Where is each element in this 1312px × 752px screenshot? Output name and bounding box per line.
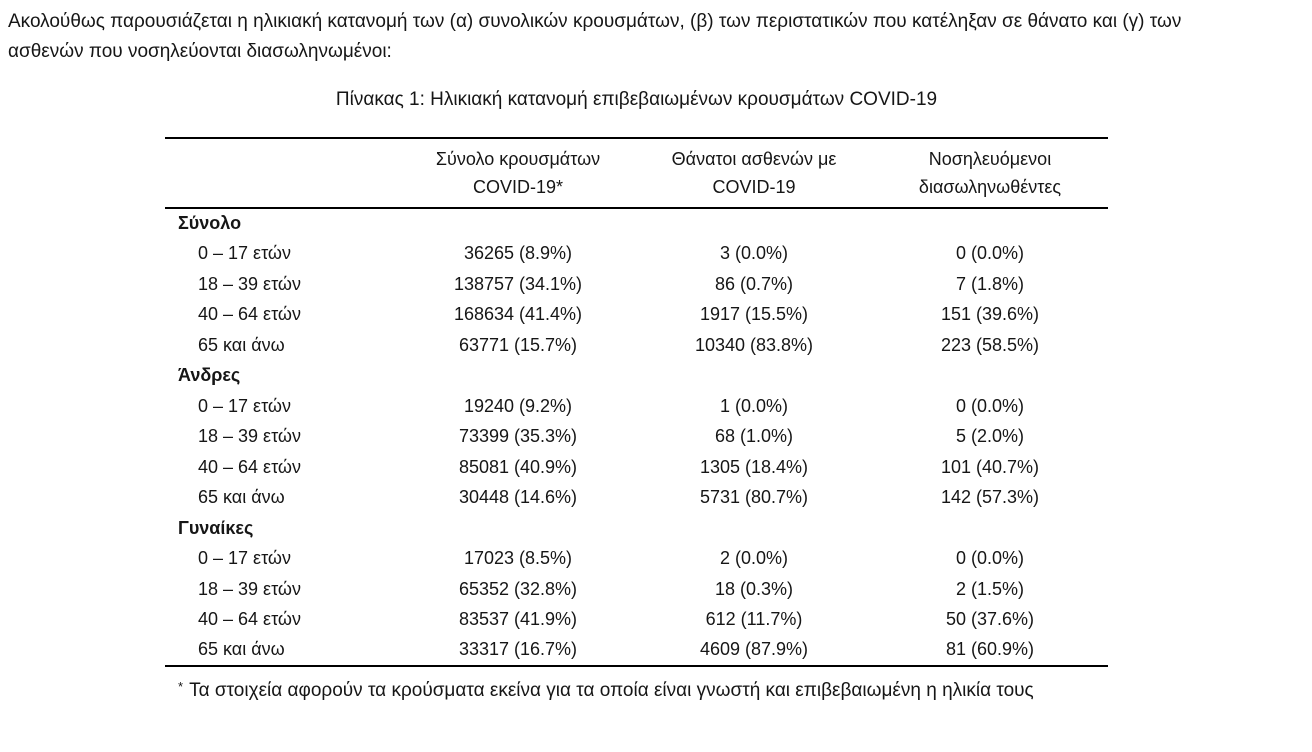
column-header-line: COVID-19*: [472, 177, 564, 197]
age-group-label: 0 – 17 ετών: [198, 243, 291, 264]
section-header-row: [165, 208, 1108, 239]
value-cell: 63771 (15.7%): [458, 334, 578, 355]
value-cell: 73399 (35.3%): [458, 426, 578, 447]
value-cell: 0 (0.0%): [955, 548, 1025, 569]
section-header-label: Σύνολο: [178, 213, 242, 234]
value-cell: 168634 (41.4%): [453, 304, 583, 325]
footnote-asterisk: *: [178, 679, 184, 694]
covid19-age-distribution-table: [165, 137, 1108, 667]
value-cell: 81 (60.9%): [945, 639, 1035, 660]
value-cell: 83537 (41.9%): [458, 609, 578, 630]
value-cell: 0 (0.0%): [955, 243, 1025, 264]
age-group-label: 0 – 17 ετών: [198, 395, 291, 416]
column-header-1: [400, 138, 636, 208]
table-row: [165, 330, 1108, 361]
age-group-label: 65 και άνω: [198, 487, 285, 508]
intro-paragraph: [8, 7, 1306, 67]
section-header-row: [165, 513, 1108, 544]
age-group-label: 18 – 39 ετών: [198, 578, 301, 599]
value-cell: 36265 (8.9%): [463, 243, 573, 264]
table-title: Πίνακας 1: Ηλικιακή κατανομή επιβεβαιωμένων κρουσμάτων COVID-19: [335, 89, 938, 110]
column-header-line: Θάνατοι ασθενών με: [671, 149, 837, 169]
age-group-label: 65 και άνω: [198, 334, 285, 355]
value-cell: 1917 (15.5%): [699, 304, 809, 325]
column-header-spacer: [165, 138, 400, 208]
value-cell: 65352 (32.8%): [458, 578, 578, 599]
column-header-3: [872, 138, 1108, 208]
value-cell: 1305 (18.4%): [699, 456, 809, 477]
age-group-label: 18 – 39 ετών: [198, 273, 301, 294]
age-group-label: 0 – 17 ετών: [198, 548, 291, 569]
table-row: [165, 422, 1108, 453]
table-row: [165, 605, 1108, 636]
age-group-label: 65 και άνω: [198, 639, 285, 660]
value-cell: 19240 (9.2%): [463, 395, 573, 416]
age-group-label: 40 – 64 ετών: [198, 304, 301, 325]
age-group-label: 40 – 64 ετών: [198, 609, 301, 630]
value-cell: 101 (40.7%): [940, 456, 1040, 477]
age-group-label: 40 – 64 ετών: [198, 456, 301, 477]
table-row: [165, 483, 1108, 514]
value-cell: 10340 (83.8%): [694, 334, 814, 355]
footnote-text: Τα στοιχεία αφορούν τα κρούσματα εκείνα για τα οποία είναι γνωστή και επιβεβαιωμένη η ηλικία τους: [189, 680, 1034, 701]
value-cell: 223 (58.5%): [940, 334, 1040, 355]
table-row: [165, 391, 1108, 422]
section-header-label: Γυναίκες: [178, 517, 254, 538]
section-header-row: [165, 361, 1108, 392]
column-header-2: [636, 138, 872, 208]
table-row: [165, 239, 1108, 270]
value-cell: 7 (1.8%): [955, 273, 1025, 294]
value-cell: 18 (0.3%): [714, 578, 794, 599]
value-cell: 85081 (40.9%): [458, 456, 578, 477]
value-cell: 4609 (87.9%): [699, 639, 809, 660]
table-row: [165, 269, 1108, 300]
table-row: [165, 635, 1108, 666]
table-row: [165, 452, 1108, 483]
column-header-line: Σύνολο κρουσμάτων: [435, 149, 601, 169]
table-row: [165, 574, 1108, 605]
value-cell: 0 (0.0%): [955, 395, 1025, 416]
value-cell: 33317 (16.7%): [458, 639, 578, 660]
value-cell: 5 (2.0%): [955, 426, 1025, 447]
table-header: [165, 138, 1108, 208]
value-cell: 68 (1.0%): [714, 426, 794, 447]
value-cell: 50 (37.6%): [945, 609, 1035, 630]
value-cell: 142 (57.3%): [940, 487, 1040, 508]
value-cell: 30448 (14.6%): [458, 487, 578, 508]
column-header-line: COVID-19: [712, 177, 796, 197]
table-body: [165, 208, 1108, 666]
age-group-label: 18 – 39 ετών: [198, 426, 301, 447]
value-cell: 3 (0.0%): [719, 243, 789, 264]
header-row: [165, 138, 1108, 208]
column-header-line: Νοσηλευόμενοι: [928, 149, 1052, 169]
value-cell: 612 (11.7%): [705, 609, 803, 630]
intro-line-2: ασθενών που νοσηλεύονται διασωληνωμένοι:: [8, 41, 392, 62]
section-header-label: Άνδρες: [178, 365, 241, 386]
table-row: [165, 544, 1108, 575]
intro-line-1: Ακολούθως παρουσιάζεται η ηλικιακή κατανομή των (α) συνολικών κρουσμάτων, (β) των περιστατικών που κατέληξαν σε θάνατο και (γ) των: [8, 11, 1182, 32]
value-cell: 86 (0.7%): [714, 273, 794, 294]
value-cell: 1 (0.0%): [719, 395, 789, 416]
table-row: [165, 300, 1108, 331]
value-cell: 5731 (80.7%): [699, 487, 809, 508]
value-cell: 2 (0.0%): [719, 548, 789, 569]
table-footnote: [178, 676, 1034, 706]
column-header-line: διασωληνωθέντες: [918, 177, 1062, 197]
value-cell: 2 (1.5%): [955, 578, 1025, 599]
value-cell: 151 (39.6%): [940, 304, 1040, 325]
value-cell: 138757 (34.1%): [453, 273, 583, 294]
value-cell: 17023 (8.5%): [463, 548, 573, 569]
